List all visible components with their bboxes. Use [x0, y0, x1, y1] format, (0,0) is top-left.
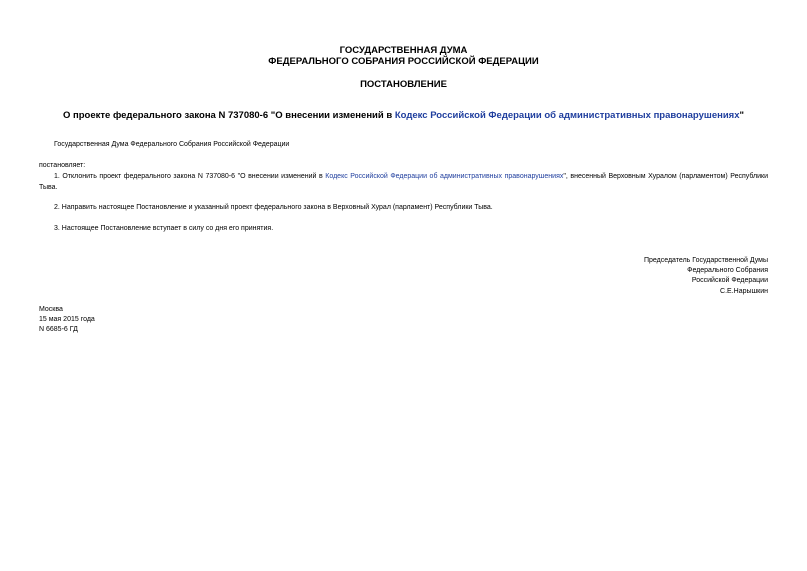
- document-title: [0, 110, 807, 121]
- item-1: [39, 172, 768, 193]
- signature-position-3: Российской Федерации: [691, 277, 768, 285]
- decree-word: постановляет:: [39, 162, 86, 169]
- signature-position-1: Председатель Государственной Думы: [643, 257, 768, 264]
- signature-block: [468, 256, 768, 297]
- header-organization: ГОСУДАРСТВЕННАЯ ДУМА: [339, 45, 468, 56]
- item-1-code-link[interactable]: Кодекс Российской Федерации об административных правонарушениях: [325, 173, 564, 180]
- signature-name: С.Е.Нарышкин: [720, 287, 768, 295]
- title-suffix: ": [739, 110, 745, 121]
- item-2: 2. Направить настоящее Постановление и указанный проект федерального закона в Верховный Хурал (парламент) Республики Тыва.: [54, 204, 493, 211]
- item-1-prefix: 1. Отклонить проект федерального закона N 737080-6 "О внесении изменений в: [54, 173, 326, 180]
- footer-number: N 6685-6 ГД: [39, 326, 78, 334]
- footer-block: [39, 305, 95, 336]
- signature-position-2: Федерального Собрания: [687, 267, 768, 275]
- intro-paragraph: Государственная Дума Федерального Собрания Российской Федерации: [54, 141, 290, 148]
- header-organization-sub: ФЕДЕРАЛЬНОГО СОБРАНИЯ РОССИЙСКОЙ ФЕДЕРАЦИИ: [268, 56, 539, 67]
- item-1-suffix: ", внесенный Верховным Хуралом (парламентом) Республики Тыва.: [39, 173, 768, 191]
- footer-date: 15 мая 2015 года: [39, 316, 95, 324]
- document-type: ПОСТАНОВЛЕНИЕ: [360, 79, 447, 90]
- title-code-link[interactable]: Кодекс Российской Федерации об административных правонарушениях: [394, 110, 740, 121]
- item-3: 3. Настоящее Постановление вступает в силу со дня его принятия.: [54, 225, 274, 232]
- title-prefix: О проекте федерального закона N 737080-6 "О внесении изменений в: [62, 110, 395, 121]
- footer-city: Москва: [39, 306, 63, 313]
